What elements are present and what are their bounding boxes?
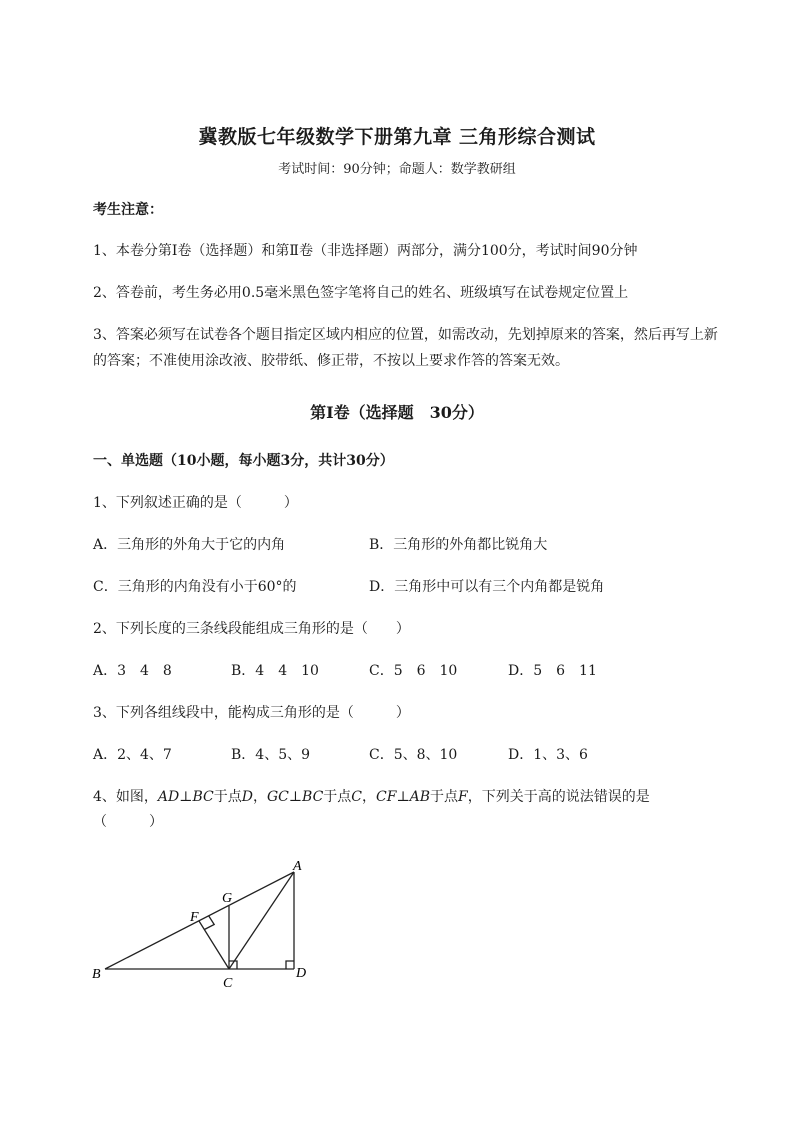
question-1-option-b[interactable]: B．三角形的外角都比锐角大: [369, 537, 548, 553]
question-3-option-d[interactable]: D．1、3、6: [508, 747, 588, 763]
question-2-stem: 2、下列长度的三条线段能组成三角形的是（ ）: [93, 621, 410, 637]
question-1-option-d[interactable]: D．三角形中可以有三个内角都是锐角: [369, 579, 605, 595]
segment-ac: [229, 872, 294, 969]
question-1-option-a[interactable]: A．三角形的外角大于它的内角: [93, 537, 286, 553]
question-4-stem-cont: （ ）: [93, 814, 163, 830]
label-c: C: [223, 976, 233, 991]
question-2-option-d[interactable]: D．5 6 11: [508, 663, 597, 679]
notice-item-1: 1、本卷分第I卷（选择题）和第Ⅱ卷（非选择题）两部分，满分100分，考试时间90分钟: [93, 243, 638, 259]
section-title: 第I卷（选择题 30分）: [310, 403, 484, 422]
question-1-option-c[interactable]: C．三角形的内角没有小于60°的: [93, 579, 297, 595]
page-title: 冀教版七年级数学下册第九章 三角形综合测试: [198, 126, 596, 148]
question-4-stem: 4、如图，AD⊥BC于点D，GC⊥BC于点C，CF⊥AB于点F，下列关于高的说法错误的是: [93, 789, 650, 805]
label-d: D: [296, 966, 307, 981]
question-2-option-a[interactable]: A．3 4 8: [93, 663, 172, 679]
part-heading: 一、单选题（10小题，每小题3分，共计30分）: [93, 453, 394, 469]
question-2-option-c[interactable]: C．5 6 10: [369, 663, 458, 679]
question-3-option-a[interactable]: A．2、4、7: [93, 747, 172, 763]
segment-fc: [199, 921, 229, 969]
label-f: F: [190, 910, 199, 925]
question-1-stem: 1、下列叙述正确的是（ ）: [93, 495, 298, 511]
label-a: A: [293, 859, 302, 874]
notice-item-3-cont: 的答案；不准使用涂改液、胶带纸、修正带，不按以上要求作答的答案无效。: [93, 353, 569, 369]
question-2-option-b[interactable]: B．4 4 10: [231, 663, 319, 679]
notice-item-2: 2、答卷前，考生务必用0.5毫米黑色签字笔将自己的姓名、班级填写在试卷规定位置上: [93, 285, 629, 301]
segment-ba: [105, 872, 294, 969]
label-g: G: [222, 891, 233, 906]
label-b: B: [92, 967, 101, 982]
question-3-option-c[interactable]: C．5、8、10: [369, 747, 458, 763]
exam-info: 考试时间：90分钟；命题人：数学教研组: [278, 162, 516, 177]
notice-item-3: 3、答案必须写在试卷各个题目指定区域内相应的位置，如需改动，先划掉原来的答案，然后再写上新: [93, 327, 718, 343]
right-angle-mark-d: [286, 961, 294, 969]
question-3-stem: 3、下列各组线段中，能构成三角形的是（ ）: [93, 705, 410, 721]
question-3-option-b[interactable]: B．4、5、9: [231, 747, 311, 763]
notice-heading: 考生注意：: [93, 202, 163, 218]
right-angle-mark-f: [204, 916, 214, 930]
